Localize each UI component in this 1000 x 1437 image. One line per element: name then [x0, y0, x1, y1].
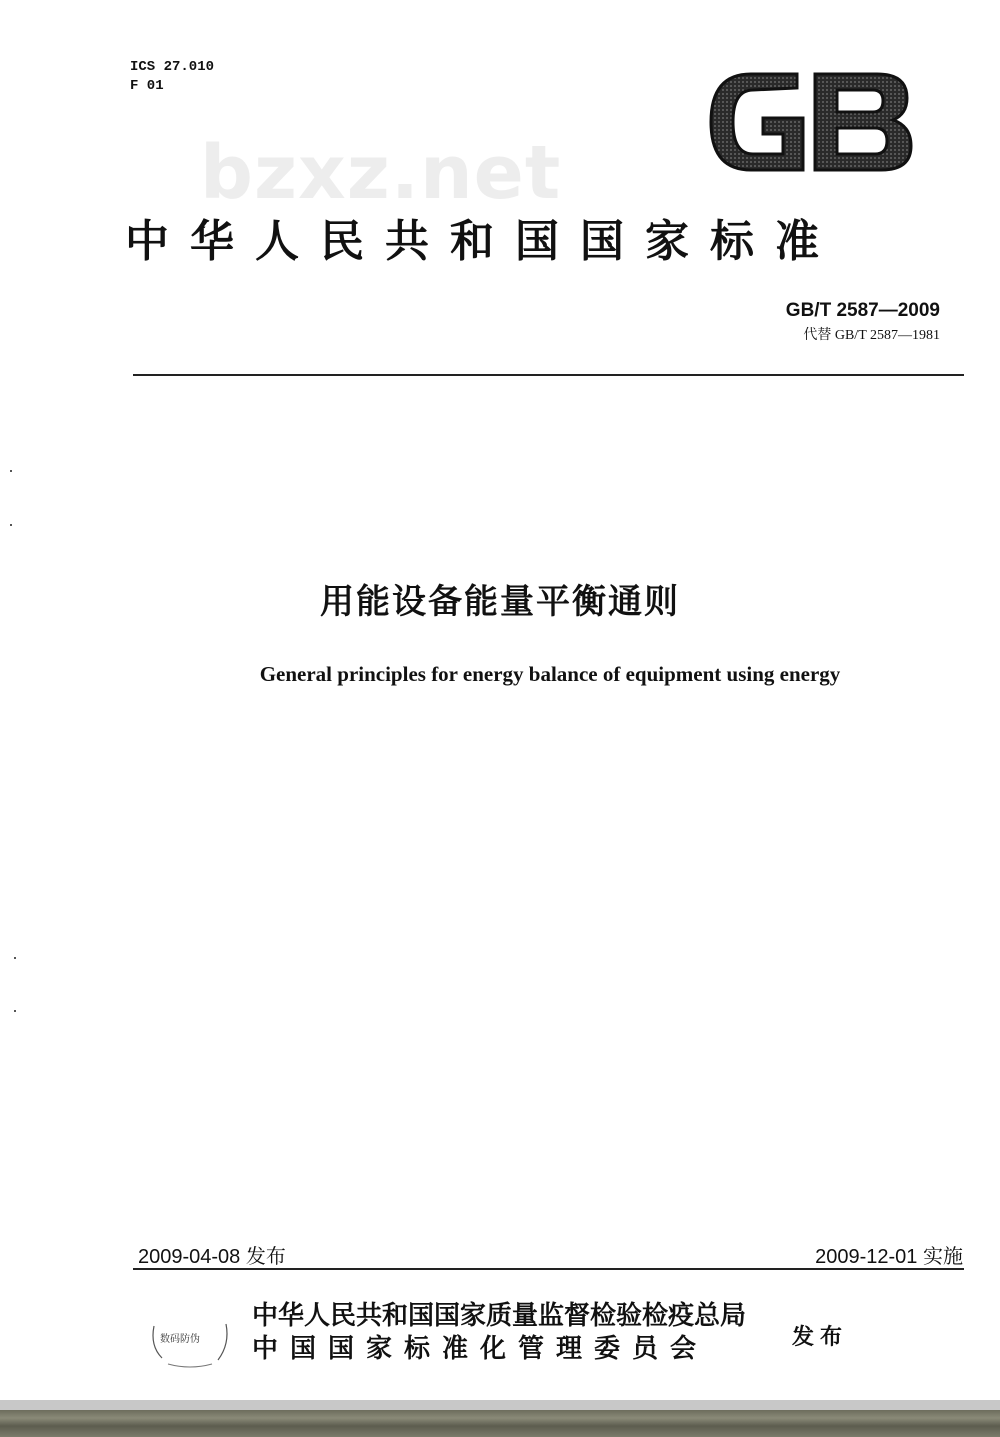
scan-speck: [14, 957, 16, 959]
scan-speck: [10, 470, 12, 472]
ics-line: ICS 27.010: [130, 59, 215, 75]
scan-speck: [10, 524, 12, 526]
replaces-standard: 代替 GB/T 2587—1981: [803, 328, 940, 343]
header-divider: [133, 374, 964, 376]
issuer-aqsiq: 中华人民共和国国家质量监督检验检疫总局: [252, 1301, 747, 1331]
standard-number-block: [786, 300, 940, 344]
gb-logo: [705, 68, 915, 176]
stamp-label: 数码防伪: [160, 1334, 200, 1345]
scan-speck: [14, 1010, 16, 1012]
ics-classification: [130, 58, 214, 96]
document-title-en: General principles for energy balance of equipment using energy: [259, 662, 841, 686]
watermark-text: bzxz.net: [200, 130, 562, 216]
national-standard-title: 中华人民共和国国家标准: [125, 216, 840, 267]
standard-code: GB/T 2587—2009: [785, 300, 940, 321]
issuer-sac: 中国国家标准化管理委员会: [252, 1334, 709, 1364]
implementation-date: 2009-12-01 实施: [815, 1246, 963, 1268]
issue-date: 2009-04-08 发布: [138, 1246, 286, 1268]
document-title-zh: 用能设备能量平衡通则: [320, 582, 680, 622]
footer-divider: [133, 1268, 964, 1270]
publish-label: 发布: [792, 1325, 849, 1350]
classification-line: F 01: [130, 78, 164, 94]
scan-bottom-edge: [0, 1400, 1000, 1437]
issuing-authorities: [252, 1300, 746, 1366]
